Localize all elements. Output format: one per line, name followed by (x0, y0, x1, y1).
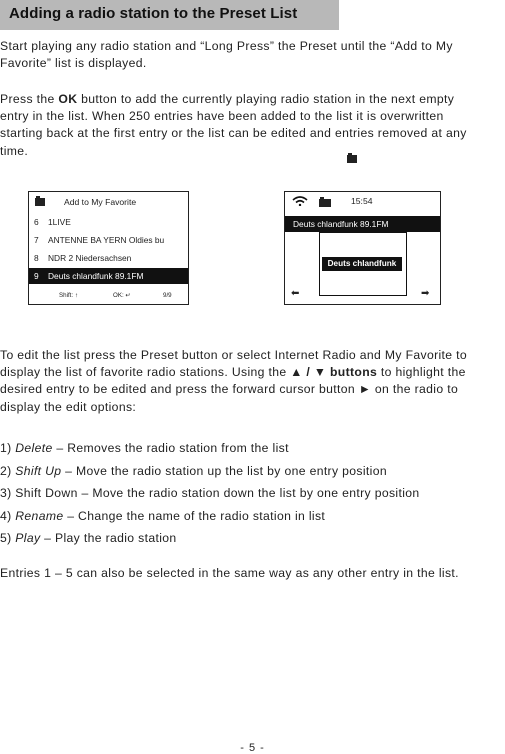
section-title: Adding a radio station to the Preset List (9, 5, 298, 22)
screen-now-playing (284, 191, 441, 305)
page-number: - 5 - (240, 742, 265, 754)
list-item: 8 NDR 2 Niedersachsen (34, 253, 132, 263)
folder-icon (35, 198, 45, 206)
list-item-selected: 9 Deuts chlandfunk 89.1FM (29, 268, 188, 284)
paragraph-ok-button: Press the OK button to add the currently playing radio station in the next empty entry in the list. When 250 entries have been added to the list it is overwritten starting back at the first entry or the list can be edited and entries removed at any time. (0, 92, 467, 158)
status-bar (29, 292, 188, 304)
folder-icon (319, 199, 331, 207)
arrow-left-icon: ⬅ (291, 288, 300, 299)
station-highlight: Deuts chlandfunk 89.1FM (285, 216, 440, 232)
ok-keyword: OK (58, 92, 78, 106)
section-header (0, 0, 339, 30)
up-down-buttons: ▲ / ▼ buttons (290, 365, 378, 380)
page-counter: 9/9 (163, 292, 172, 299)
paragraph-entries-note: Entries 1 – 5 can also be selected in the same way as any other entry in the list. (0, 566, 459, 580)
list-item: 3) Shift Down – Move the radio station down the list by one entry position (0, 486, 420, 501)
screen-title: Add to My Favorite (64, 197, 137, 207)
paragraph-edit-list: To edit the list press the Preset button or select Internet Radio and My Favorite to display the list of favorite radio stations. Using the ▲ / ▼ buttons to highlight the desired entry to be edited and press the forward cursor button ► on the radio to display the edit options: (0, 348, 468, 414)
arrow-right-icon: ➡ (421, 288, 430, 299)
list-item: 5) Play – Play the radio station (0, 531, 177, 546)
popup-box (319, 232, 407, 296)
clock: 15:54 (351, 196, 373, 206)
list-item: 4) Rename – Change the name of the radio station in list (0, 508, 326, 523)
screen-add-to-favorite (28, 191, 189, 305)
list-item: 1) Delete – Removes the radio station from the list (0, 441, 289, 455)
list-item: 7 ANTENNE BA YERN Oldies bu (34, 235, 165, 245)
wifi-icon (292, 196, 308, 206)
shift-hint: Shift: ↑ (59, 292, 78, 299)
list-item: 2) Shift Up – Move the radio station up the list by one entry position (0, 463, 387, 478)
edit-options-list (0, 437, 505, 550)
ok-hint: OK: ↵ (113, 292, 131, 299)
list-item: 6 1LIVE (34, 217, 71, 227)
folder-icon (347, 155, 357, 163)
popup-selected-item: Deuts chlandfunk (322, 257, 402, 271)
screen-title-row (29, 196, 188, 212)
paragraph-intro: Start playing any radio station and “Long Press” the Preset until the “Add to My Favorite” list is displayed. (0, 39, 453, 71)
